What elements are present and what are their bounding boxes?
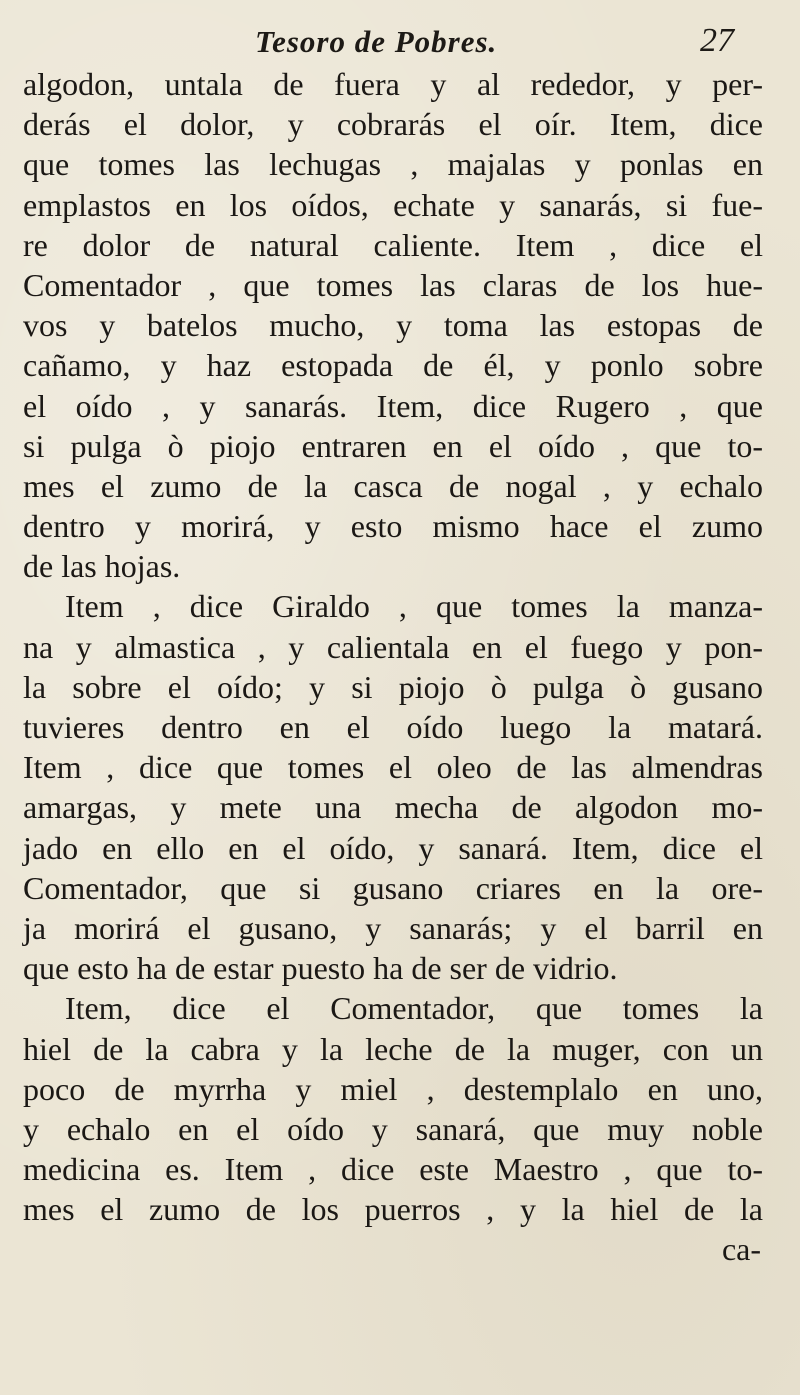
text-line: medicina es. Item , dice este Maestro , que to- — [23, 1151, 763, 1188]
text-line: amargas, y mete una mecha de algodon mo- — [23, 789, 763, 826]
text-line: mes el zumo de la casca de nogal , y echalo — [23, 467, 763, 504]
text-line: mes el zumo de los puerros , y la hiel de la — [23, 1191, 763, 1228]
text-line: ja morirá el gusano, y sanarás; y el barril en — [23, 909, 763, 946]
catchword: ca- — [721, 1231, 761, 1268]
text-line: vos y batelos mucho, y toma las estopas de — [23, 307, 763, 344]
text-line: algodon, untala de fuera y al rededor, y per- — [23, 66, 763, 102]
text-line: derás el dolor, y cobrarás el oír. Item, dice — [23, 106, 763, 143]
paragraph-end-line: que esto ha de estar puesto ha de ser de vidrio. — [23, 950, 618, 987]
running-head — [0, 10, 800, 60]
text-line: y echalo en el oído y sanará, que muy noble — [23, 1110, 763, 1147]
text-line: que tomes las lechugas , majalas y ponlas en — [23, 146, 763, 183]
text-line: jado en ello en el oído, y sanará. Item, dice el — [23, 829, 763, 866]
text-line: tuvieres dentro en el oído luego la matará. — [23, 709, 763, 745]
running-title: Tesoro de Pobres. — [255, 24, 498, 59]
text-line: dentro y morirá, y esto mismo hace el zumo — [23, 508, 763, 545]
text-line: re dolor de natural caliente. Item , dice el — [23, 226, 763, 263]
paragraph-end-line: de las hojas. — [23, 548, 181, 585]
paragraph-start-line: Item , dice Giraldo , que tomes la manza- — [65, 588, 763, 625]
text-line: cañamo, y haz estopada de él, y ponlo sobre — [23, 347, 763, 384]
page-number: 27 — [700, 22, 734, 59]
text-line: la sobre el oído; y si piojo ò pulga ò gusano — [23, 668, 763, 705]
text-line: Comentador , que tomes las claras de los hue- — [23, 266, 763, 303]
text-line: Comentador, que si gusano criares en la ore- — [23, 869, 763, 906]
text-line: hiel de la cabra y la leche de la muger, con un — [23, 1030, 763, 1067]
body-text — [23, 64, 763, 1270]
text-line: Item , dice que tomes el oleo de las almendras — [23, 749, 763, 786]
text-line: el oído , y sanarás. Item, dice Rugero , que — [23, 387, 763, 424]
text-line: si pulga ò piojo entraren en el oído , que to- — [23, 427, 763, 464]
paragraph-start-line: Item, dice el Comentador, que tomes la — [65, 990, 763, 1027]
text-line: emplastos en los oídos, echate y sanarás, si fue- — [23, 186, 763, 223]
text-line: poco de myrrha y miel , destemplalo en uno, — [23, 1070, 763, 1107]
text-line: na y almastica , y calientala en el fuego y pon- — [23, 628, 763, 665]
